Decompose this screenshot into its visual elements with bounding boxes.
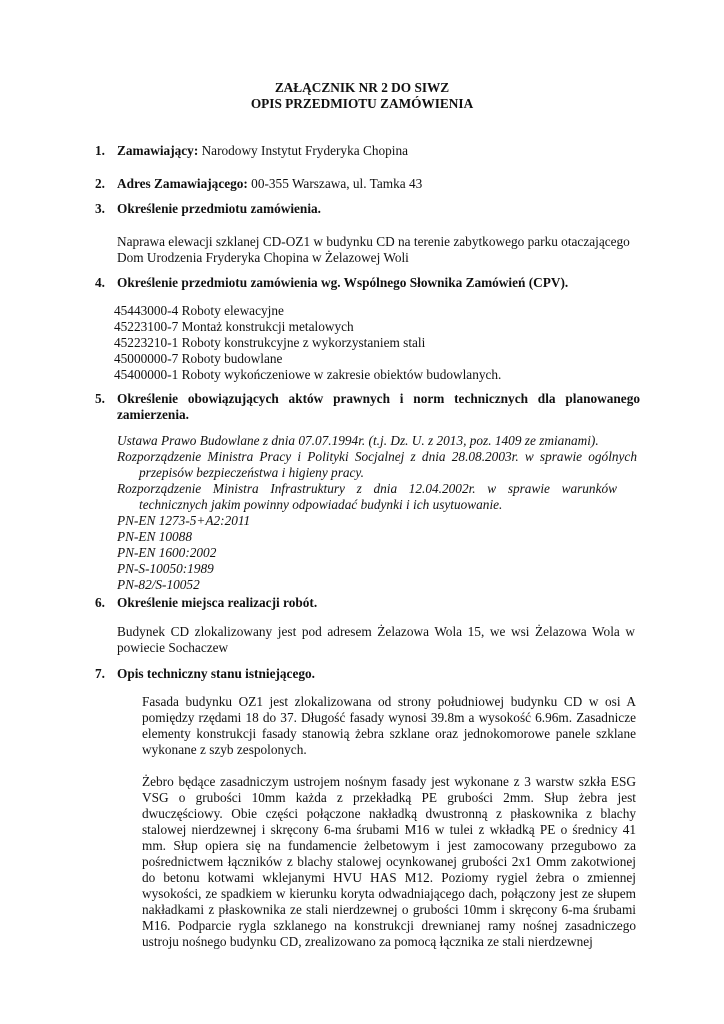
section-7-paragraph-2: Żebro będące zasadniczym ustrojem nośnym fasady jest wykonane z 3 warstw szkła ESG VSG o grubości 10mm każda z przekładką PE grubości 2mm. Słup żebra jest dwuczęściowy. Obie części połączone nakładką dwustronną z płaskownika z blachy stalowej nierdzewnej i skręcony 6-ma śrubami M16 w tulei z wkładką PE o średnicy 41 mm. Słup opiera się na fundamencie żelbetowym i jest zamocowany przegubowo za pośrednictwem łączników z blachy stalowej ocynkowanej grubości 2x1 Omm zakotwionej do betonu kotwami wklejanymi HVU HAS M12. Poziomy rygiel żebra o zmiennej wysokości, ze spadkiem w kierunku koryta odwadniającego dach, połączony jest ze słupem nakładkami z płaskownika ze stali nierdzewnej o grubości 10mm i skręcony 6-ma śrubami M16. Podparcie rygla szklanego na konstrukcji drewnianej ramy nośnej zasadniczego ustroju nośnego budynku CD, zrealizowano za pomocą łącznika ze stali nierdzewnej <box>142 774 636 949</box>
cpv-item: 45443000-4 Roboty elewacyjne <box>114 303 284 318</box>
norm-item: PN-EN 1273-5+A2:2011 <box>117 513 251 528</box>
norm-item: PN-82/S-10052 <box>117 577 200 592</box>
section-number: 6. <box>95 595 105 610</box>
norm-item: PN-S-10050:1989 <box>117 561 214 576</box>
section-value: 00-355 Warszawa, ul. Tamka 43 <box>247 176 423 191</box>
section-3-description: Naprawa elewacji szklanej CD-OZ1 w budynku CD na terenie zabytkowego parku otaczającego Dom Urodzenia Fryderyka Chopina w Żelazowej Woli <box>117 234 630 265</box>
section-label: Określenie obowiązujących aktów prawnych i norm technicznych dla planowanego zamierzenia. <box>117 391 640 422</box>
section-label: Określenie przedmiotu zamówienia wg. Wspólnego Słownika Zamówień (CPV). <box>117 275 569 290</box>
legal-act: Rozporządzenie Ministra Pracy i Polityki Socjalnej z dnia 28.08.2003r. w sprawie ogólnych przepisów bezpieczeństwa i higieny pracy. <box>117 449 637 480</box>
title-line-2: OPIS PRZEDMIOTU ZAMÓWIENIA <box>250 96 474 111</box>
cpv-list <box>114 303 634 383</box>
document-title <box>0 80 724 112</box>
section-label: Zamawiający: <box>117 143 199 158</box>
section-label: Określenie miejsca realizacji robót. <box>117 595 318 610</box>
cpv-item: 45223100-7 Montaż konstrukcji metalowych <box>114 319 354 334</box>
cpv-item: 45400000-1 Roboty wykończeniowe w zakresie obiektów budowlanych. <box>114 367 502 382</box>
legal-act: Ustawa Prawo Budowlane z dnia 07.07.1994r. (t.j. Dz. U. z 2013, poz. 1409 ze zmianami). <box>117 433 599 448</box>
section-number: 4. <box>95 275 105 290</box>
section-number: 5. <box>95 391 105 406</box>
legal-act: Rozporządzenie Ministra Infrastruktury z dnia 12.04.2002r. w sprawie warunków technicznych jakim powinny odpowiadać budynki i ich usytuowanie. <box>117 481 617 512</box>
section-number: 7. <box>95 666 105 681</box>
title-line-1: ZAŁĄCZNIK NR 2 DO SIWZ <box>274 80 450 95</box>
section-7-paragraph-1: Fasada budynku OZ1 jest zlokalizowana od strony południowej budynku CD w osi A pomiędzy rzędami 18 do 37. Długość fasady wynosi 39.8m a wysokość 6.96m. Zasadnicze elementy konstrukcji fasady stanowią żebra szklane oraz jednokomorowe panele szklane wykonane z szyb zespolonych. <box>142 694 636 757</box>
section-number: 2. <box>95 176 105 191</box>
section-6-description: Budynek CD zlokalizowany jest pod adresem Żelazowa Wola 15, we wsi Żelazowa Wola w powiecie Sochaczew <box>117 624 635 655</box>
section-label: Opis techniczny stanu istniejącego. <box>117 666 315 681</box>
norm-item: PN-EN 1600:2002 <box>117 545 217 560</box>
cpv-item: 45223210-1 Roboty konstrukcyjne z wykorzystaniem stali <box>114 335 426 350</box>
section-label: Adres Zamawiającego: <box>117 176 248 191</box>
section-label: Określenie przedmiotu zamówienia. <box>117 201 321 216</box>
section-number: 3. <box>95 201 105 216</box>
cpv-item: 45000000-7 Roboty budowlane <box>114 351 283 366</box>
legal-acts <box>117 433 637 593</box>
section-value: Narodowy Instytut Fryderyka Chopina <box>198 143 409 158</box>
section-number: 1. <box>95 143 105 158</box>
norm-item: PN-EN 10088 <box>117 529 192 544</box>
